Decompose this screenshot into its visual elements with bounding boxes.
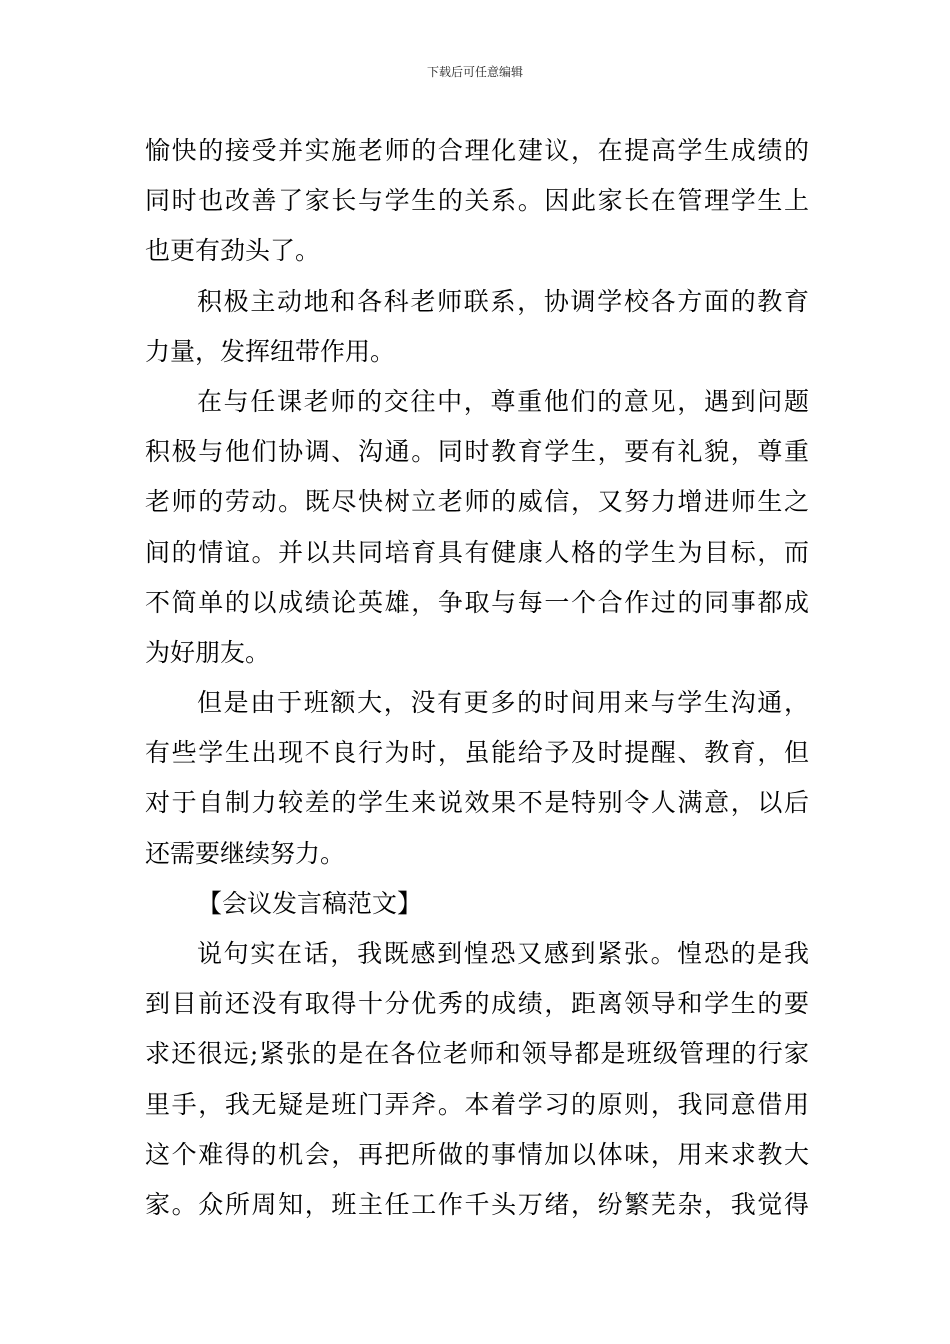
text-line: 力量，发挥纽带作用。 [145, 336, 396, 366]
text-line: 对于自制力较差的学生来说效果不是特别令人满意，以后 [145, 788, 809, 818]
text-line: 到目前还没有取得十分优秀的成绩，距离领导和学生的要 [145, 989, 809, 1019]
text-line: 同时也改善了家长与学生的关系。因此家长在管理学生上 [145, 186, 809, 216]
text-line: 老师的劳动。既尽快树立老师的威信，又努力增进师生之 [145, 487, 809, 517]
text-line: 还需要继续努力。 [145, 838, 346, 868]
text-line: 不简单的以成绩论英雄，争取与每一个合作过的同事都成 [145, 587, 809, 617]
paragraph-start-line: 但是由于班额大，没有更多的时间用来与学生沟通， [197, 688, 809, 718]
document-body [145, 126, 809, 1230]
text-line: 为好朋友。 [145, 637, 271, 667]
paragraph-start-line: 积极主动地和各科老师联系，协调学校各方面的教育 [197, 286, 809, 316]
text-line: 求还很远;紧张的是在各位老师和领导都是班级管理的行家 [145, 1039, 809, 1069]
section-heading: 【会议发言稿范文】 [197, 888, 423, 918]
paragraph-start-line: 在与任课老师的交往中，尊重他们的意见，遇到问题 [197, 386, 809, 416]
text-line: 有些学生出现不良行为时，虽能给予及时提醒、教育，但 [145, 738, 809, 768]
text-line: 这个难得的机会，再把所做的事情加以体味，用来求教大 [145, 1139, 809, 1169]
page-header: 下载后可任意编辑 [426, 65, 523, 79]
text-line: 愉快的接受并实施老师的合理化建议，在提高学生成绩的 [145, 136, 809, 165]
text-line: 里手，我无疑是班门弄斧。本着学习的原则，我同意借用 [145, 1089, 809, 1119]
text-line: 家。众所周知，班主任工作千头万绪，纷繁芜杂，我觉得 [145, 1189, 809, 1219]
text-line: 也更有劲头了。 [145, 236, 321, 266]
text-line: 积极与他们协调、沟通。同时教育学生，要有礼貌，尊重 [145, 437, 809, 467]
text-line: 间的情谊。并以共同培育具有健康人格的学生为目标，而 [145, 537, 809, 567]
paragraph-start-line: 说句实在话，我既感到惶恐又感到紧张。惶恐的是我 [197, 939, 809, 968]
